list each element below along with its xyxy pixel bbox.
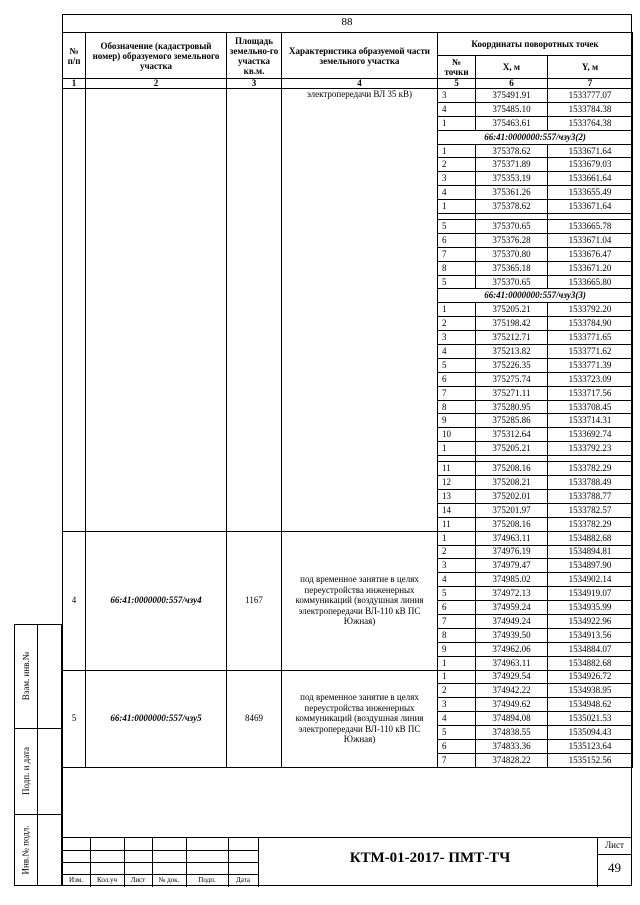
- y-coordinate: 1533692.74: [548, 428, 633, 442]
- point-number: 7: [438, 247, 476, 261]
- y-coordinate: 1533671.64: [548, 200, 633, 214]
- x-coordinate: 375370.65: [476, 220, 548, 234]
- point-number: 5: [438, 275, 476, 289]
- x-coordinate: 375353.19: [476, 172, 548, 186]
- y-coordinate: 1534935.99: [548, 601, 633, 615]
- x-coordinate: 375361.26: [476, 186, 548, 200]
- point-number: 1: [438, 200, 476, 214]
- y-coordinate: 1533784.38: [548, 102, 633, 116]
- x-coordinate: 375378.62: [476, 200, 548, 214]
- point-number: 6: [438, 233, 476, 247]
- x-coordinate: 375370.80: [476, 247, 548, 261]
- header-point: № точки: [438, 56, 476, 79]
- point-number: 4: [438, 102, 476, 116]
- y-coordinate: 1534882.68: [548, 656, 633, 670]
- y-coordinate: 1534884.07: [548, 642, 633, 656]
- y-coordinate: 1533792.23: [548, 442, 633, 456]
- side-sign-date-label: Подп. и дата: [21, 746, 31, 796]
- x-coordinate: 375370.65: [476, 275, 548, 289]
- side-replace-label: Взам. инв.№: [21, 651, 31, 701]
- point-number: 11: [438, 517, 476, 531]
- header-coords: Координаты поворотных точек: [438, 33, 633, 56]
- point-number: 12: [438, 476, 476, 490]
- point-number: 1: [438, 116, 476, 130]
- x-coordinate: 374828.22: [476, 753, 548, 767]
- x-coordinate: 375212.71: [476, 331, 548, 345]
- side-inv-label: Инв.№ подл.: [21, 825, 31, 875]
- x-coordinate: 375205.21: [476, 442, 548, 456]
- tb-label-change: Изм.: [69, 876, 83, 884]
- x-coordinate: 374962.06: [476, 642, 548, 656]
- header-num: № п/п: [63, 33, 86, 79]
- parcel-area: 1167: [227, 531, 282, 670]
- tb-label-count: Кол.уч: [97, 876, 117, 884]
- x-coordinate: 374949.62: [476, 698, 548, 712]
- point-number: 2: [438, 158, 476, 172]
- parcel-number: 5: [63, 670, 86, 767]
- x-coordinate: 374894.08: [476, 712, 548, 726]
- document-code: КТМ-01-2017- ПМТ-ТЧ: [349, 850, 511, 866]
- index-row: 1 2 3 4 5 6 7: [63, 79, 633, 89]
- point-number: 2: [438, 684, 476, 698]
- x-coordinate: 375285.86: [476, 414, 548, 428]
- x-coordinate: 375491.91: [476, 89, 548, 103]
- point-number: 2: [438, 317, 476, 331]
- y-coordinate: 1534913.56: [548, 628, 633, 642]
- x-coordinate: 375371.89: [476, 158, 548, 172]
- point-number: 7: [438, 614, 476, 628]
- page-number: 88: [341, 16, 353, 28]
- point-number: 7: [438, 753, 476, 767]
- coordinate-row: [63, 89, 633, 103]
- point-number: 5: [438, 220, 476, 234]
- x-coordinate: 374942.22: [476, 684, 548, 698]
- x-coordinate: 375271.11: [476, 386, 548, 400]
- x-coordinate: 375205.21: [476, 303, 548, 317]
- x-coordinate: 374833.36: [476, 739, 548, 753]
- point-number: 9: [438, 642, 476, 656]
- point-number: 6: [438, 739, 476, 753]
- y-coordinate: 1533671.64: [548, 144, 633, 158]
- x-coordinate: 375275.74: [476, 372, 548, 386]
- point-number: 11: [438, 462, 476, 476]
- x-coordinate: 375208.16: [476, 517, 548, 531]
- coordinate-row: [63, 670, 633, 684]
- header-y: Y, м: [548, 56, 633, 79]
- x-coordinate: 374963.11: [476, 656, 548, 670]
- point-number: 3: [438, 698, 476, 712]
- point-number: 3: [438, 89, 476, 103]
- parcel-designation: 66:41:0000000:557/чзу4: [86, 531, 227, 670]
- y-coordinate: 1533784.90: [548, 317, 633, 331]
- y-coordinate: 1534894.81: [548, 545, 633, 559]
- parcel-description: под временное занятие в целях переустройства инженерных коммуникаций (воздушная линия электропередачи ВЛ-110 кВ ПС Южная): [282, 670, 438, 767]
- x-coordinate: 374959.24: [476, 601, 548, 615]
- x-coordinate: 375378.62: [476, 144, 548, 158]
- tb-label-sheet: Лист: [130, 876, 146, 884]
- sheet-number: 49: [608, 860, 621, 875]
- point-number: 5: [438, 726, 476, 740]
- sheet-label: Лист: [605, 840, 624, 850]
- x-coordinate: 374939.50: [476, 628, 548, 642]
- y-coordinate: 1533714.31: [548, 414, 633, 428]
- header-row: [63, 33, 633, 56]
- y-coordinate: 1534922.96: [548, 614, 633, 628]
- x-coordinate: 375280.95: [476, 400, 548, 414]
- point-number: 3: [438, 559, 476, 573]
- y-coordinate: 1533717.56: [548, 386, 633, 400]
- point-number: 8: [438, 261, 476, 275]
- y-coordinate: 1533782.29: [548, 462, 633, 476]
- x-coordinate: 375213.82: [476, 345, 548, 359]
- y-coordinate: 1533655.49: [548, 186, 633, 200]
- coordinates-table: [62, 32, 633, 768]
- continued-description: электропередачи ВЛ 35 кВ): [282, 89, 438, 532]
- x-coordinate: 374838.55: [476, 726, 548, 740]
- point-number: 1: [438, 656, 476, 670]
- point-number: 8: [438, 628, 476, 642]
- point-number: 5: [438, 358, 476, 372]
- coordinate-row: [63, 531, 633, 545]
- y-coordinate: 1533665.78: [548, 220, 633, 234]
- y-coordinate: 1533777.07: [548, 89, 633, 103]
- point-number: 1: [438, 144, 476, 158]
- y-coordinate: 1534882.68: [548, 531, 633, 545]
- y-coordinate: 1533771.65: [548, 331, 633, 345]
- parcel-number: 4: [63, 531, 86, 670]
- x-coordinate: 374972.13: [476, 587, 548, 601]
- header-designation: Обозначение (кадастровый номер) образуемого земельного участка: [86, 33, 227, 79]
- parcel-description: под временное занятие в целях переустройства инженерных коммуникаций (воздушная линия электропередачи ВЛ-110 кВ ПС Южная): [282, 531, 438, 670]
- tb-label-date: Дата: [236, 876, 250, 884]
- x-coordinate: 375365.18: [476, 261, 548, 275]
- title-block: [62, 837, 632, 887]
- x-coordinate: 375198.42: [476, 317, 548, 331]
- y-coordinate: 1533764.38: [548, 116, 633, 130]
- y-coordinate: 1533661.64: [548, 172, 633, 186]
- x-coordinate: 375312.64: [476, 428, 548, 442]
- x-coordinate: 374929.54: [476, 670, 548, 684]
- y-coordinate: 1535021.53: [548, 712, 633, 726]
- y-coordinate: 1534902.14: [548, 573, 633, 587]
- x-coordinate: 374949.24: [476, 614, 548, 628]
- y-coordinate: 1535094.43: [548, 726, 633, 740]
- y-coordinate: 1533788.49: [548, 476, 633, 490]
- x-coordinate: 375208.16: [476, 462, 548, 476]
- x-coordinate: 375226.35: [476, 358, 548, 372]
- point-number: 4: [438, 573, 476, 587]
- y-coordinate: 1533782.29: [548, 517, 633, 531]
- point-number: 1: [438, 670, 476, 684]
- point-number: 4: [438, 712, 476, 726]
- header-x: X, м: [476, 56, 548, 79]
- y-coordinate: 1534948.62: [548, 698, 633, 712]
- y-coordinate: 1534938.95: [548, 684, 633, 698]
- point-number: 3: [438, 331, 476, 345]
- parcel-area: 8469: [227, 670, 282, 767]
- point-number: 3: [438, 172, 476, 186]
- x-coordinate: 374979.47: [476, 559, 548, 573]
- header-characteristic: Характеристика образуемой части земельного участка: [282, 33, 438, 79]
- subpart-title: 66:41:0000000:557/чзу3(3): [438, 289, 633, 303]
- point-number: 6: [438, 601, 476, 615]
- point-number: 1: [438, 303, 476, 317]
- point-number: 1: [438, 442, 476, 456]
- y-coordinate: 1535123.64: [548, 739, 633, 753]
- point-number: 9: [438, 414, 476, 428]
- x-coordinate: 375463.61: [476, 116, 548, 130]
- x-coordinate: 375485.10: [476, 102, 548, 116]
- x-coordinate: 375208.21: [476, 476, 548, 490]
- x-coordinate: 374976.19: [476, 545, 548, 559]
- x-coordinate: 375202.01: [476, 489, 548, 503]
- y-coordinate: 1534926.72: [548, 670, 633, 684]
- y-coordinate: 1533708.45: [548, 400, 633, 414]
- point-number: 7: [438, 386, 476, 400]
- y-coordinate: 1533771.39: [548, 358, 633, 372]
- point-number: 4: [438, 345, 476, 359]
- y-coordinate: 1535152.56: [548, 753, 633, 767]
- y-coordinate: 1533676.47: [548, 247, 633, 261]
- x-coordinate: 374963.11: [476, 531, 548, 545]
- x-coordinate: 375201.97: [476, 503, 548, 517]
- y-coordinate: 1533671.04: [548, 233, 633, 247]
- y-coordinate: 1533782.57: [548, 503, 633, 517]
- tb-label-sign: Подп.: [198, 876, 216, 884]
- y-coordinate: 1533723.09: [548, 372, 633, 386]
- side-stamp: [14, 624, 62, 886]
- point-number: 2: [438, 545, 476, 559]
- x-coordinate: 375376.28: [476, 233, 548, 247]
- y-coordinate: 1533788.77: [548, 489, 633, 503]
- y-coordinate: 1533679.03: [548, 158, 633, 172]
- x-coordinate: 374985.02: [476, 573, 548, 587]
- subpart-title: 66:41:0000000:557/чзу3(2): [438, 130, 633, 144]
- point-number: 6: [438, 372, 476, 386]
- y-coordinate: 1533771.62: [548, 345, 633, 359]
- y-coordinate: 1534897.90: [548, 559, 633, 573]
- point-number: 1: [438, 531, 476, 545]
- header-area: Площадь земельно-го участка кв.м.: [227, 33, 282, 79]
- parcel-designation: 66:41:0000000:557/чзу5: [86, 670, 227, 767]
- y-coordinate: 1533665.80: [548, 275, 633, 289]
- point-number: 4: [438, 186, 476, 200]
- point-number: 8: [438, 400, 476, 414]
- y-coordinate: 1533671.20: [548, 261, 633, 275]
- y-coordinate: 1533792.20: [548, 303, 633, 317]
- y-coordinate: 1534919.07: [548, 587, 633, 601]
- point-number: 10: [438, 428, 476, 442]
- point-number: 5: [438, 587, 476, 601]
- point-number: 13: [438, 489, 476, 503]
- point-number: 14: [438, 503, 476, 517]
- tb-label-docno: № док.: [158, 876, 180, 884]
